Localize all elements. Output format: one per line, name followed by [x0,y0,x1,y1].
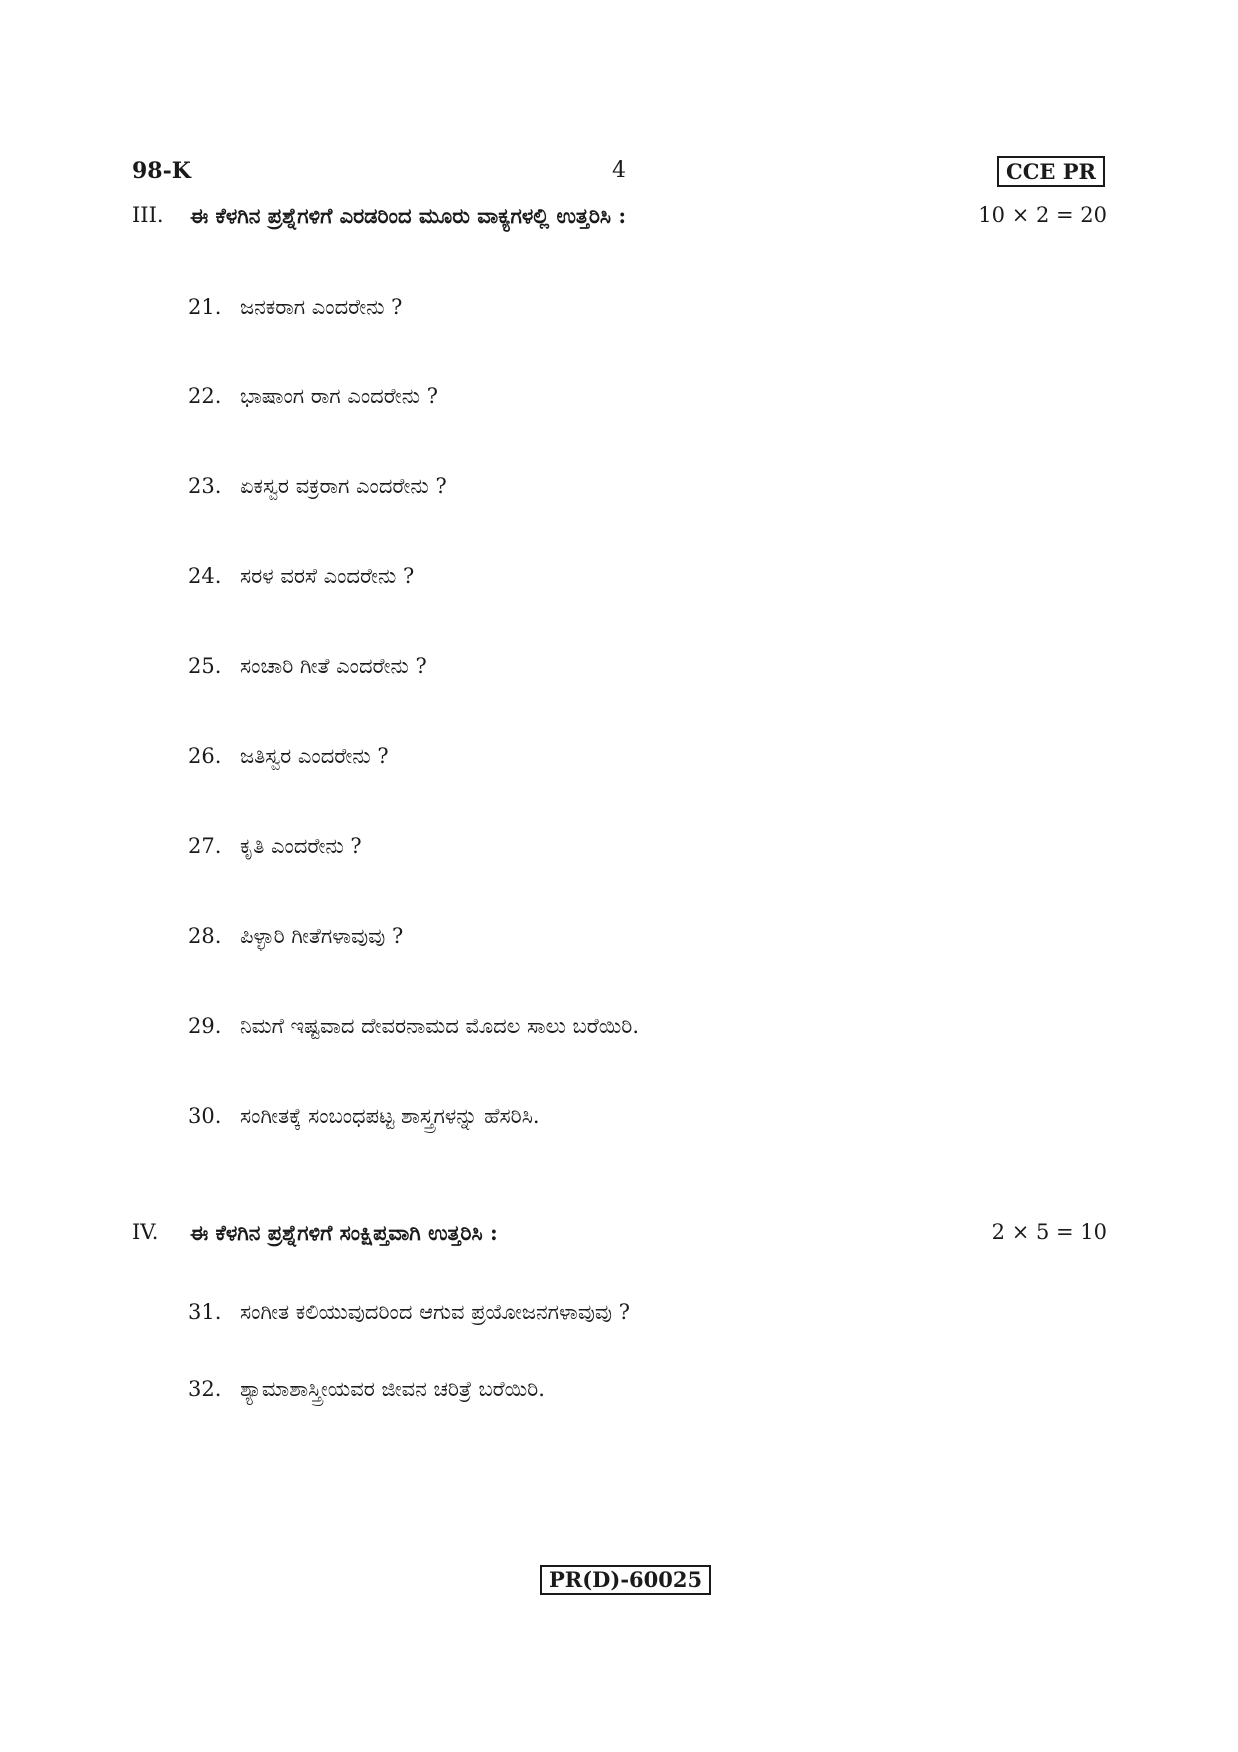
page-number: 4 [612,158,626,183]
question-number: 22. [188,384,222,408]
question-number: 31. [188,1300,222,1324]
question-text: ಪಿಳ್ಳಾರಿ ಗೀತೆಗಳಾವುವು ? [240,924,404,948]
section-iii [132,203,1107,237]
question-text: ನಿಮಗೆ ಇಷ್ಟವಾದ ದೇವರನಾಮದ ಮೊದಲ ಸಾಲು ಬರೆಯಿರಿ. [240,1014,640,1038]
page-header [132,158,1107,194]
question-item [188,1104,540,1129]
section-marks: 2 × 5 = 10 [991,1220,1107,1244]
question-text: ಜತಿಸ್ವರ ಎಂದರೇನು ? [240,744,389,768]
section-iv [132,1220,1107,1254]
question-text: ಸಂಗೀತಕ್ಕೆ ಸಂಬಂಧಪಟ್ಟ ಶಾಸ್ತ್ರಗಳನ್ನು ಹೆಸರಿಸಿ. [240,1104,540,1128]
question-text: ಶ್ಯಾಮಾಶಾಸ್ತ್ರೀಯವರ ಜೀವನ ಚರಿತ್ರೆ ಬರೆಯಿರಿ. [240,1377,545,1401]
question-number: 21. [188,295,222,319]
syllabus-code-box: CCE PR [997,156,1105,187]
question-text: ಭಾಷಾಂಗ ರಾಗ ಎಂದರೇನು ? [240,384,438,408]
question-item [188,564,414,589]
question-number: 28. [188,924,222,948]
section-iv-questions [132,1300,1107,1420]
question-item [188,1300,630,1325]
question-text: ಏಕಸ್ವರ ವಕ್ರರಾಗ ಎಂದರೇನು ? [240,474,447,498]
question-number: 27. [188,834,222,858]
question-text: ಸಂಚಾರಿ ಗೀತೆ ಎಂದರೇನು ? [240,654,427,678]
question-number: 32. [188,1377,222,1401]
section-instruction: ಈ ಕೆಳಗಿನ ಪ್ರಶ್ನೆಗಳಿಗೆ ಎರಡರಿಂದ ಮೂರು ವಾಕ್ಯಗಳಲ್ಲಿ ಉತ್ತರಿಸಿ : [190,203,627,228]
footer-code-box: PR(D)-60025 [540,1565,711,1595]
question-text: ಜನಕರಾಗ ಎಂದರೇನು ? [240,295,403,319]
section-numeral: III. [132,203,164,227]
paper-code: 98-K [132,158,191,184]
question-number: 24. [188,564,222,588]
question-number: 30. [188,1104,222,1128]
question-item [188,1014,639,1039]
question-item [188,474,447,499]
section-iv-heading [132,1220,1107,1254]
question-text: ಸಂಗೀತ ಕಲಿಯುವುದರಿಂದ ಆಗುವ ಪ್ರಯೋಜನಗಳಾವುವು ? [240,1300,630,1324]
question-item [188,654,427,679]
question-item [188,834,362,859]
section-iii-heading [132,203,1107,237]
section-numeral: IV. [132,1220,159,1244]
question-number: 29. [188,1014,222,1038]
question-item [188,924,403,949]
section-marks: 10 × 2 = 20 [978,203,1107,227]
question-item [188,744,389,769]
question-number: 23. [188,474,222,498]
question-item [188,384,438,409]
question-number: 26. [188,744,222,768]
section-instruction: ಈ ಕೆಳಗಿನ ಪ್ರಶ್ನೆಗಳಿಗೆ ಸಂಕ್ಷಿಪ್ತವಾಗಿ ಉತ್ತರಿಸಿ : [190,1220,498,1245]
question-text: ಕೃತಿ ಎಂದರೇನು ? [240,834,362,858]
question-text: ಸರಳ ವರಸೆ ಎಂದರೇನು ? [240,564,415,588]
question-item [188,295,402,320]
question-number: 25. [188,654,222,678]
question-item [188,1377,545,1402]
section-iii-questions [132,295,1107,1175]
